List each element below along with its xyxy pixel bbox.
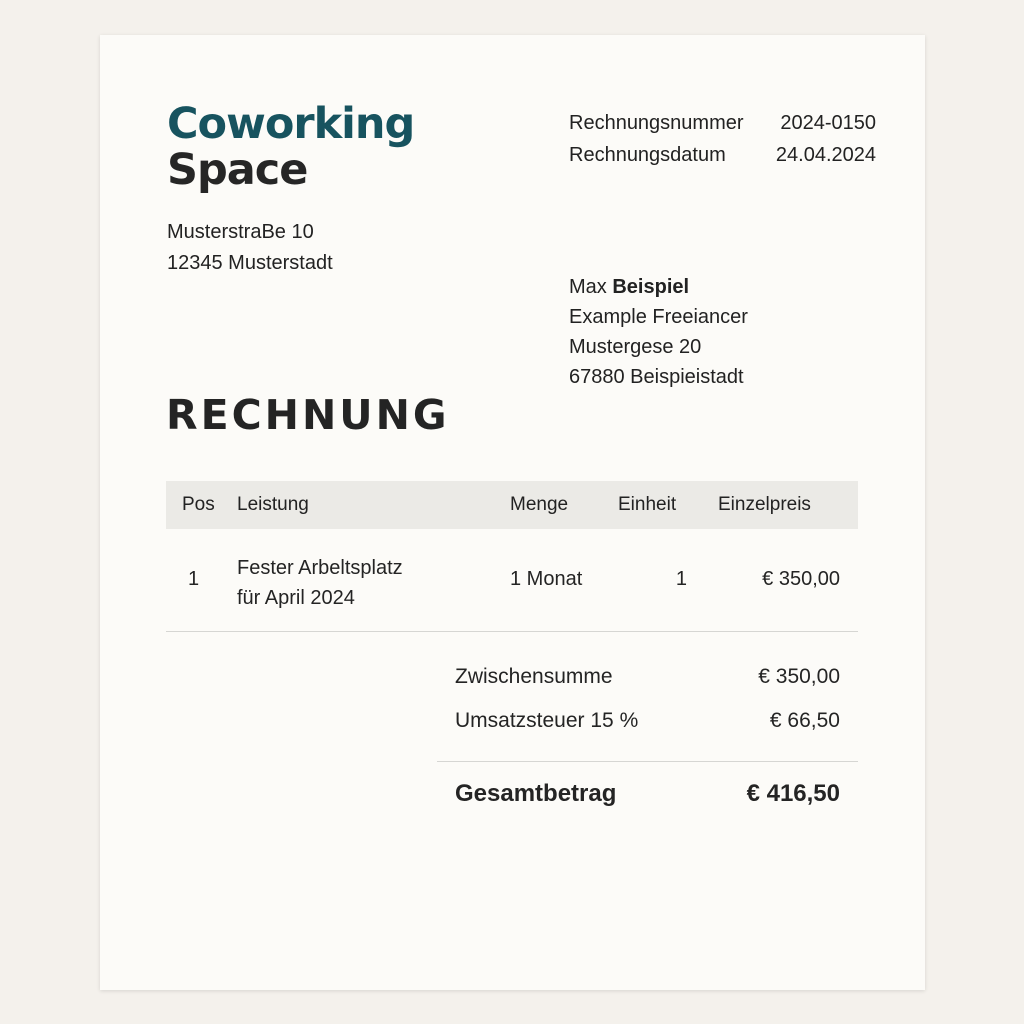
header-quantity: Menge: [510, 494, 569, 515]
invoice-date-label: Rechnungsdatum: [569, 144, 726, 166]
sender-street: MusterstraBe 10: [167, 221, 314, 243]
company-logo: [167, 101, 414, 193]
grand-total-label: Gesamtbetrag: [455, 780, 617, 807]
header-service: Leistung: [237, 494, 309, 515]
subtotal-value: € 350,00: [758, 665, 840, 688]
document-title: RECHNUNG: [166, 391, 450, 439]
invoice-number-label: Rechnungsnummer: [569, 112, 744, 134]
recipient-company: Example Freeiancer: [569, 306, 748, 328]
row-service: [237, 553, 457, 613]
company-name-line2: Space: [167, 145, 308, 195]
row-unit-price: € 350,00: [762, 568, 840, 590]
row-pos: 1: [188, 568, 200, 590]
grand-total-value: € 416,50: [746, 780, 840, 807]
invoice-date-value: 24.04.2024: [775, 144, 876, 166]
totals-block: [437, 665, 858, 830]
invoice-number-value: 2024-0150: [780, 112, 876, 134]
sender-city: 12345 Musterstadt: [167, 252, 333, 274]
recipient-name: [569, 272, 748, 302]
tax-value: € 66,50: [769, 709, 840, 732]
row-service-line2: für April 2024: [237, 587, 355, 609]
recipient-first-name: Max: [569, 276, 607, 298]
recipient-last-name: Beispiel: [612, 276, 690, 298]
invoice-meta: [569, 107, 876, 171]
tax-row: [437, 709, 858, 753]
invoice-page: [100, 35, 925, 990]
subtotal-label: Zwischensumme: [455, 665, 613, 688]
invoice-date-row: [569, 139, 876, 171]
recipient-city: 67880 Beispieistadt: [569, 366, 744, 388]
table-row: [166, 530, 858, 632]
subtotal-row: [437, 665, 858, 709]
header-unit: Einheit: [618, 494, 677, 515]
row-quantity: 1 Monat: [510, 568, 583, 590]
sender-address: [167, 217, 333, 279]
invoice-number-row: [569, 107, 876, 139]
recipient-street: Mustergese 20: [569, 336, 702, 358]
company-name-line1: Coworking: [167, 99, 415, 149]
totals-divider: [437, 761, 858, 762]
table-header: [166, 481, 858, 529]
recipient-address: [569, 272, 748, 392]
row-unit: 1: [675, 568, 687, 590]
header-unit-price: Einzelpreis: [718, 494, 811, 515]
tax-label: Umsatzsteuer 15 %: [455, 709, 639, 732]
grand-total-row: [437, 780, 858, 830]
row-service-line1: Fester Arbeltsplatz: [237, 557, 403, 579]
header-pos: Pos: [182, 494, 215, 515]
